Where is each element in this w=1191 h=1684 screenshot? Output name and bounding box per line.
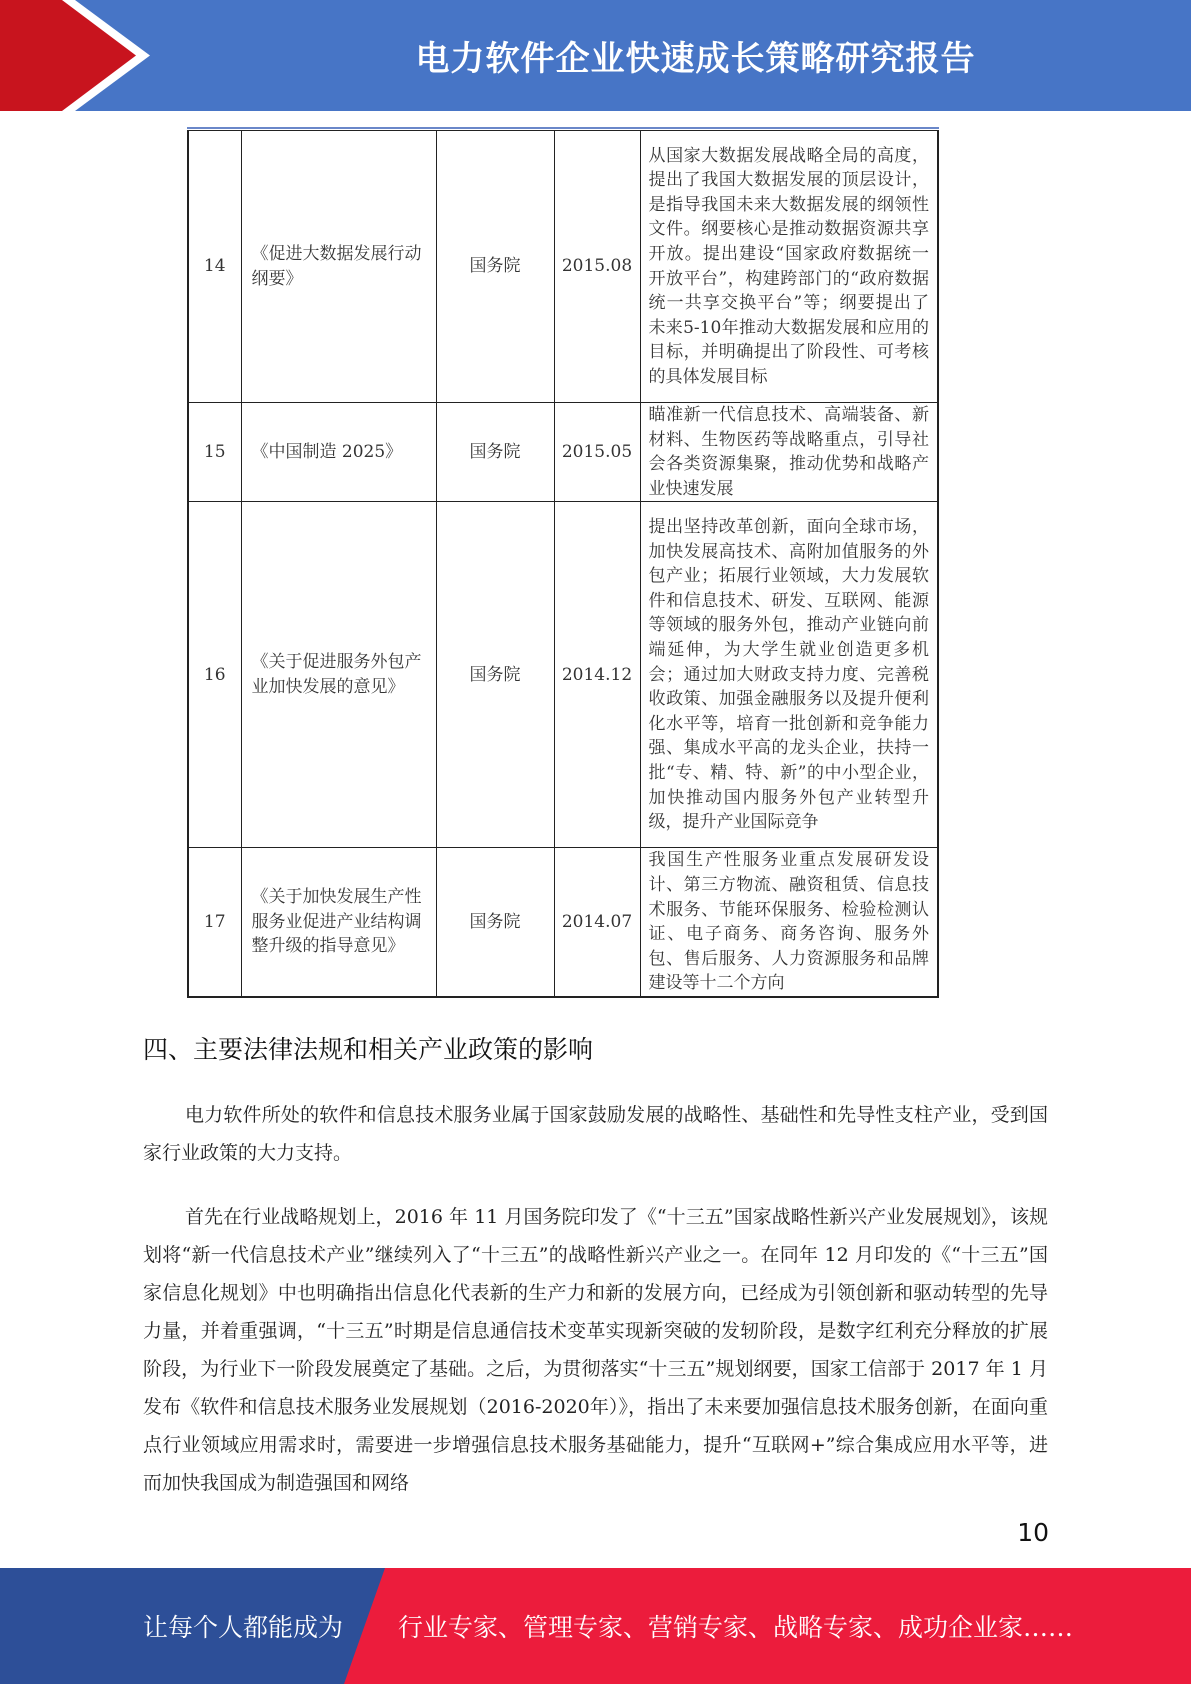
policy-name: 《中国制造 2025》: [241, 403, 436, 502]
header-chevron-decoration: [0, 0, 160, 111]
table-row: [188, 131, 938, 403]
policy-name: 《关于加快发展生产性服务业促进产业结构调整升级的指导意见》: [241, 848, 436, 997]
table-top-rule: [187, 127, 939, 129]
issue-date: 2015.05: [554, 403, 640, 502]
issuing-authority: 国务院: [436, 403, 554, 502]
page-footer: [0, 1568, 1191, 1684]
body-paragraph: 电力软件所处的软件和信息技术服务业属于国家鼓励发展的战略性、基础性和先导性支柱产业，受到国家行业政策的大力支持。: [143, 1104, 1048, 1164]
page-number: 10: [1017, 1518, 1049, 1547]
issuing-authority: 国务院: [436, 502, 554, 848]
issuing-authority: 国务院: [436, 131, 554, 403]
document-title: 电力软件企业快速成长策略研究报告: [415, 39, 976, 79]
table-row: [188, 848, 938, 997]
row-number: 14: [188, 131, 241, 403]
table-row: [188, 403, 938, 502]
section-heading: 四、主要法律法规和相关产业政策的影响: [143, 1035, 594, 1064]
issuing-authority: 国务院: [436, 848, 554, 997]
policy-table: [187, 130, 939, 998]
policy-description: 瞄准新一代信息技术、高端装备、新材料、生物医药等战略重点，引导社会各类资源集聚，推动优势和战略产业快速发展: [640, 403, 938, 502]
table-row: [188, 502, 938, 848]
policy-name: 《关于促进服务外包产业加快发展的意见》: [241, 502, 436, 848]
policy-description: 从国家大数据发展战略全局的高度，提出了我国大数据发展的顶层设计，是指导我国未来大数据发展的纲领性文件。纲要核心是推动数据资源共享开放。提出建设“国家政府数据统一开放平台”，构建跨部门的“政府数据统一共享交换平台”等；纲要提出了未来5-10年推动大数据发展和应用的目标，并明确提出了阶段性、可考核的具体发展目标: [640, 131, 938, 403]
issue-date: 2014.12: [554, 502, 640, 848]
row-number: 15: [188, 403, 241, 502]
body-paragraph: 首先在行业战略规划上，2016 年 11 月国务院印发了《“十三五”国家战略性新兴产业发展规划》，该规划将“新一代信息技术产业”继续列入了“十三五”的战略性新兴产业之一。在同年 12 月印发的《“十三五”国家信息化规划》中也明确指出信息化代表新的生产力和新的发展方向，已经成为引领创新和驱动转型的先导力量，并着重强调，“十三五”时期是信息通信技术变革实现新突破的发轫阶段，是数字红利充分释放的扩展阶段，为行业下一阶段发展奠定了基础。之后，为贯彻落实“十三五”规划纲要，国家工信部于 2017 年 1 月发布《软件和信息技术服务业发展规划（2016-2020年）》，指出了未来要加强信息技术服务创新，在面向重点行业领域应用需求时，需要进一步增强信息技术服务基础能力，提升“互联网+”综合集成应用水平等，进而加快我国成为制造强国和网络: [143, 1206, 1048, 1494]
row-number: 16: [188, 502, 241, 848]
row-number: 17: [188, 848, 241, 997]
policy-description: 提出坚持改革创新，面向全球市场，加快发展高技术、高附加值服务的外包产业；拓展行业领域，大力发展软件和信息技术、研发、互联网、能源等领域的服务外包，推动产业链向前端延伸，为大学生就业创造更多机会；通过加大财政支持力度、完善税收政策、加强金融服务以及提升便利化水平等，培育一批创新和竞争能力强、集成水平高的龙头企业，扶持一批“专、精、特、新”的中小型企业，加快推动国内服务外包产业转型升级，提升产业国际竞争: [640, 502, 938, 848]
footer-slogan-right: 行业专家、管理专家、营销专家、战略专家、成功企业家……: [398, 1613, 1074, 1642]
issue-date: 2014.07: [554, 848, 640, 997]
policy-description: 我国生产性服务业重点发展研发设计、第三方物流、融资租赁、信息技术服务、节能环保服务、检验检测认证、电子商务、商务咨询、服务外包、售后服务、人力资源服务和品牌建设等十二个方向: [640, 848, 938, 997]
policy-name: 《促进大数据发展行动纲要》: [241, 131, 436, 403]
footer-slogan-left: 让每个人都能成为: [143, 1613, 344, 1642]
issue-date: 2015.08: [554, 131, 640, 403]
page-header: [0, 0, 1191, 111]
